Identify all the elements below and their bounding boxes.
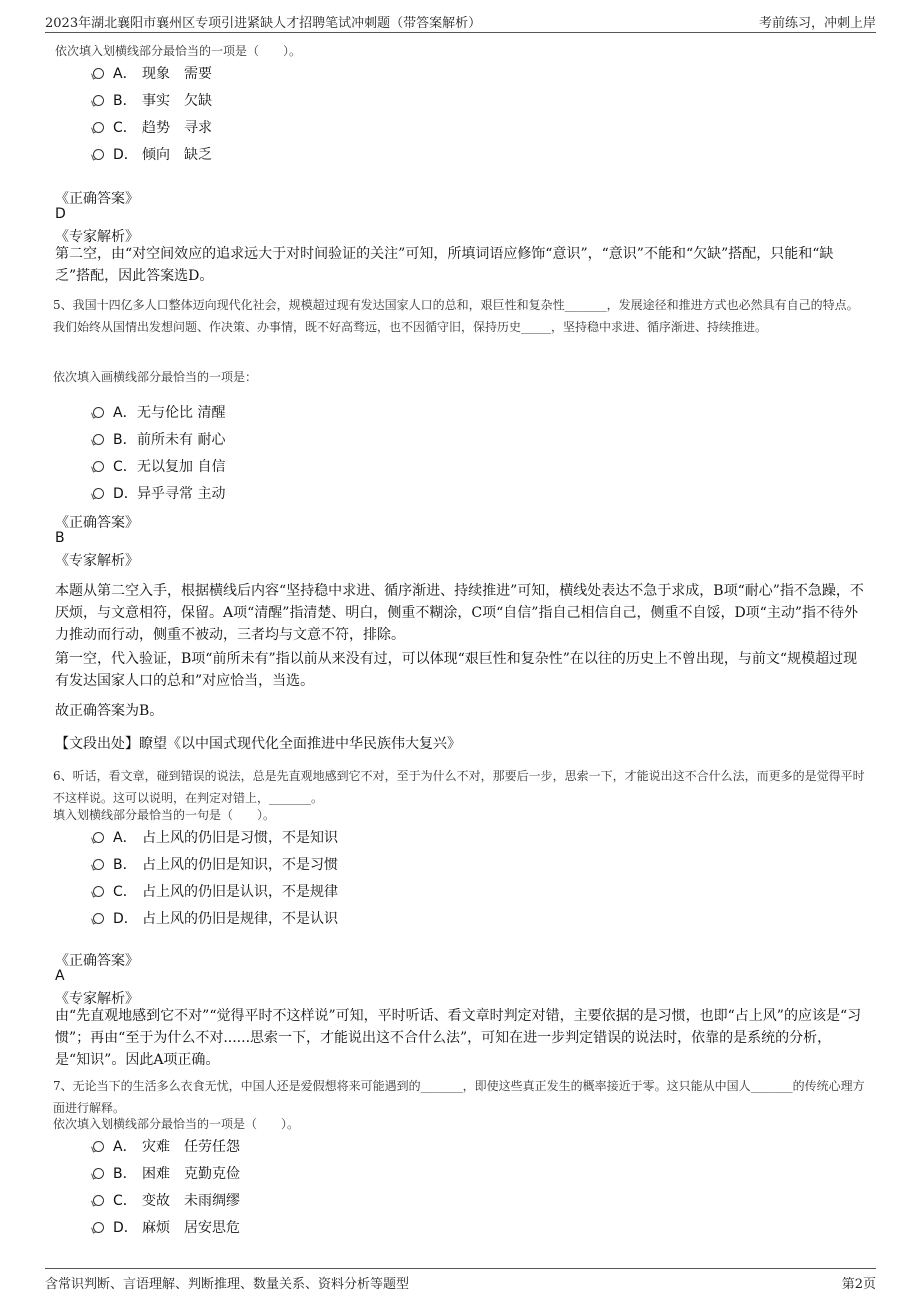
radio-button-icon[interactable] [93, 886, 104, 897]
q5-answer: B [55, 530, 65, 546]
q5-prompt: 依次填入画横线部分最恰当的一项是： [53, 370, 258, 384]
q6-analysis-label: 《专家解析》 [55, 991, 139, 1007]
radio-button-icon[interactable] [93, 859, 104, 870]
footer-topics: 含常识判断、言语理解、判断推理、数量关系、资料分析等题型 [45, 1277, 410, 1292]
page-footer [45, 1268, 876, 1291]
q6-prompt: 填入划横线部分最恰当的一句是（ ）。 [53, 808, 276, 822]
q5-analysis-paragraph-3: 故正确答案为B。 [55, 703, 164, 719]
radio-button-icon[interactable] [93, 461, 104, 472]
page-number: 第2页 [841, 1277, 876, 1292]
q5-analysis-label: 《专家解析》 [55, 553, 139, 569]
radio-button-icon[interactable] [93, 913, 104, 924]
radio-button-icon[interactable] [93, 95, 104, 106]
q5-analysis-paragraph-2: 第一空，代入验证，B项“前所未有”指以前从来没有过，可以体现“艰巨性和复杂性”在以往的历史上不曾出现，与前文“规模超过现有发达国家人口的总和”对应恰当，当选。 [55, 651, 858, 689]
q5-source: 【文段出处】瞭望《以中国式现代化全面推进中华民族伟大复兴》 [55, 736, 461, 752]
q5-analysis-paragraph-1: 本题从第二空入手，根据横线后内容“坚持稳中求进、循序渐进、持续推进”可知，横线处表达不急于求成，B项“耐心”指不急躁，不厌烦，与文意相符，保留。A项“清醒”指清楚、明白，侧重不糊涂，C项“自信”指自己相信自己，侧重不自馁，D项“主动”指不待外力推动而行动，侧重不被动，三者均与文意不符，排除。 [55, 583, 864, 643]
q6-answer-label: 《正确答案》 [55, 953, 139, 969]
q5-answer-label: 《正确答案》 [55, 515, 139, 531]
q4-prompt: 依次填入划横线部分最恰当的一项是（ ）。 [55, 44, 302, 58]
radio-button-icon[interactable] [93, 1195, 104, 1206]
radio-button-icon[interactable] [93, 1141, 104, 1152]
radio-button-icon[interactable] [93, 1222, 104, 1233]
q7-prompt: 依次填入划横线部分最恰当的一项是（ ）。 [53, 1117, 300, 1131]
radio-button-icon[interactable] [93, 149, 104, 160]
radio-button-icon[interactable] [93, 122, 104, 133]
page-header [45, 12, 876, 33]
q4-answer-label: 《正确答案》 [55, 191, 139, 207]
q6-stem: 6、听话，看文章，碰到错误的说法，总是先直观地感到它不对，至于为什么不对，那要后一步，思索一下，才能说出这不合什么法，而更多的是觉得平时不这样说。这可以说明，在判定对错上，_______。 [53, 769, 865, 805]
q4-analysis-label: 《专家解析》 [55, 229, 139, 245]
radio-button-icon[interactable] [93, 488, 104, 499]
radio-button-icon[interactable] [93, 68, 104, 79]
q4-analysis: 第二空，由“对空间效应的追求远大于对时间验证的关注”可知，所填词语应修饰“意识”，“意识”不能和“欠缺”搭配，只能和“缺乏”搭配，因此答案选D。 [55, 246, 834, 284]
radio-button-icon[interactable] [93, 434, 104, 445]
radio-button-icon[interactable] [93, 1168, 104, 1179]
q6-answer: A [55, 968, 65, 984]
q6-analysis: 由“先直观地感到它不对”“觉得平时不这样说”可知，平时听话、看文章时判定对错，主要依据的是习惯，也即“占上风”的应该是“习惯”；再由“至于为什么不对......思索一下，才能说出这不合什么法”，可知在进一步判定错误的说法时，依靠的是系统的分析，是“知识”。因此A项正确。 [55, 1008, 862, 1068]
q7-stem: 7、无论当下的生活多么衣食无忧，中国人还是爱假想将来可能遇到的_______，即使这些真正发生的概率接近于零。这只能从中国人_______的传统心理方面进行解释。 [53, 1079, 865, 1115]
q4-answer: D [55, 206, 66, 222]
document-title: 2023年湖北襄阳市襄州区专项引进紧缺人才招聘笔试冲刺题（带答案解析） [45, 16, 482, 31]
header-slogan: 考前练习，冲刺上岸 [758, 16, 876, 31]
radio-button-icon[interactable] [93, 407, 104, 418]
radio-button-icon[interactable] [93, 832, 104, 843]
q5-stem: 5、我国十四亿多人口整体迈向现代化社会，规模超过现有发达国家人口的总和，艰巨性和复杂性_______，发展途径和推进方式也必然具有自己的特点。我们始终从国情出发想问题、作决策、办事情，既不好高骛远，也不因循守旧，保持历史_____，坚持稳中求进、循序渐进、持续推进。 [53, 298, 859, 334]
